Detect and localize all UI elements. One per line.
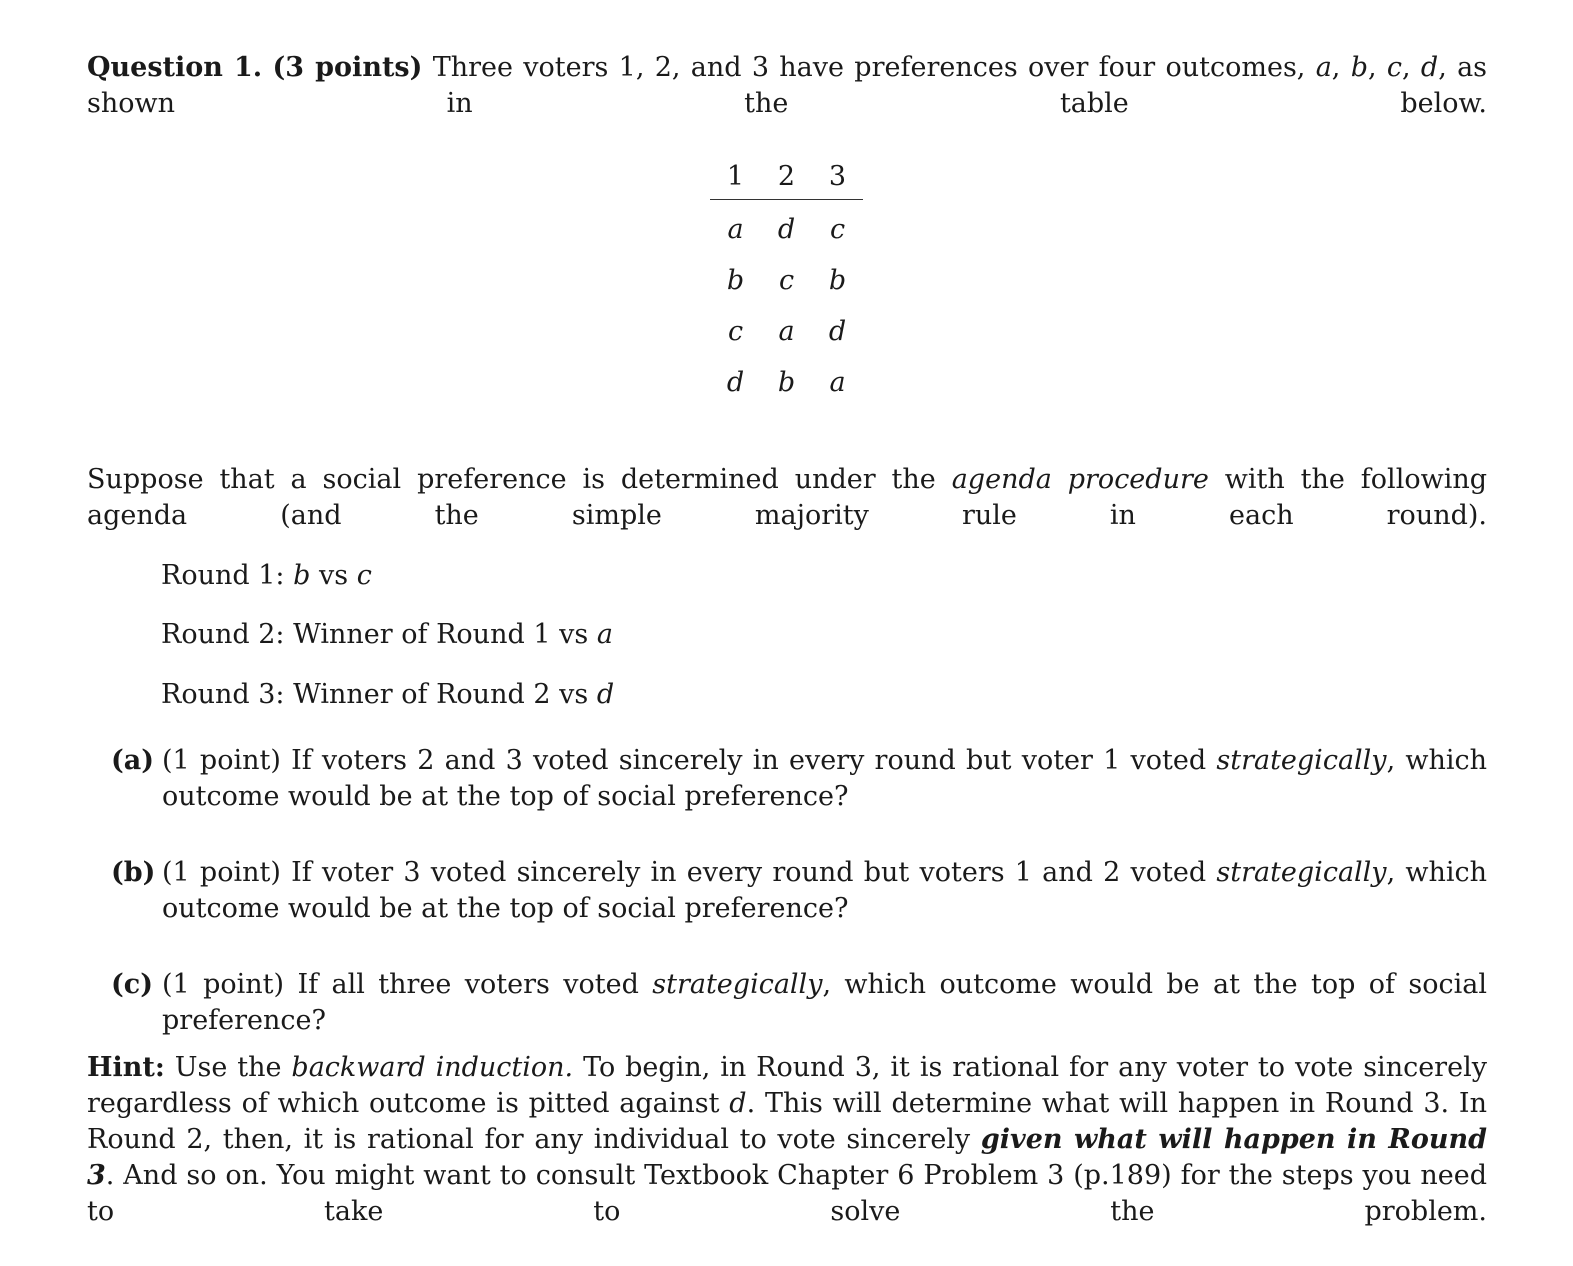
agenda-procedure-term: agenda procedure — [951, 464, 1209, 495]
round-left-option: Winner of Round 1 — [293, 619, 551, 650]
outcome-c: c — [1386, 52, 1402, 83]
part-a-text — [162, 743, 1487, 815]
part-emphasis: strategically — [1216, 745, 1387, 776]
outcome-a: a — [1315, 52, 1332, 83]
part-text-after: , which outcome would be at the top of social preference? — [162, 969, 1487, 1036]
preference-cell: a — [778, 315, 795, 347]
preference-cell: c — [829, 213, 846, 245]
preference-cell: b — [777, 366, 796, 398]
part-label: (c) — [111, 969, 153, 1000]
round-right-option: a — [596, 619, 613, 650]
outcome-b: b — [1350, 52, 1368, 83]
preference-table — [710, 155, 863, 408]
preference-cell: b — [828, 264, 847, 296]
preference-rank-row — [710, 255, 863, 306]
agenda-round-1 — [161, 558, 372, 594]
preference-rank-row — [710, 200, 863, 256]
round-vs: vs — [559, 679, 589, 710]
voter-header: 2 — [761, 155, 812, 200]
preference-cell: c — [727, 315, 744, 347]
hint-emphasis: backward induction. — [291, 1052, 574, 1083]
preference-cell: b — [726, 264, 745, 296]
question-intro-tail: as shown in the table below. — [87, 52, 1488, 119]
agenda-intro — [87, 462, 1487, 570]
preference-cell: a — [829, 366, 846, 398]
agenda-intro-after: with the following agenda (and the simple majority rule in each round). — [87, 464, 1487, 531]
hint-text: . And so on. You might want to consult Textbook Chapter 6 Problem 3 (p.189) for the steps you need to take to solve the problem. — [87, 1160, 1487, 1227]
preference-cell: d — [726, 366, 745, 398]
part-text-before: (1 point) If all three voters voted — [162, 969, 639, 1000]
voter-header: 1 — [710, 155, 761, 200]
hint-paragraph — [87, 1050, 1487, 1266]
outcome-d: d — [1420, 52, 1439, 83]
part-emphasis: strategically — [652, 969, 823, 1000]
round-left-option: Winner of Round 2 — [293, 679, 551, 710]
hint-text: . This will determine what will happen in Round 3. In Round 2, then, it is rational for any individual to vote sincerely — [87, 1088, 1487, 1155]
part-label: (a) — [111, 745, 155, 776]
question-intro: Question 1. (3 points) Three voters 1, 2, and 3 have preferences over four outcomes, a, b, c, d, as shown in the table below. — [87, 52, 1488, 119]
question-label: Question 1. — [87, 52, 263, 83]
hint-strong-emphasis: given what will happen in Round 3 — [87, 1124, 1488, 1191]
part-c-text — [162, 967, 1487, 1039]
preference-rank-row — [710, 306, 863, 357]
agenda-round-2 — [161, 617, 613, 653]
question-intro-text: Three voters 1, 2, and 3 have preferences over four outcomes, — [432, 52, 1306, 83]
round-label: Round 2: — [161, 619, 285, 650]
part-emphasis: strategically — [1216, 857, 1387, 888]
preference-cell: a — [727, 213, 744, 245]
round-label: Round 1: — [161, 560, 285, 591]
part-text-before: (1 point) If voters 2 and 3 voted sincerely in every round but voter 1 voted — [162, 745, 1207, 776]
preference-rank-row — [710, 357, 863, 408]
round-label: Round 3: — [161, 679, 285, 710]
hint-text: To begin, in Round 3, it is rational for any voter to vote sincerely regardless of which outcome is pitted against — [87, 1052, 1487, 1119]
part-b — [111, 855, 1487, 927]
hint-emphasis: d — [729, 1088, 747, 1119]
round-vs: vs — [559, 619, 589, 650]
round-vs: vs — [319, 560, 349, 591]
preference-cell: c — [778, 264, 795, 296]
agenda-round-3 — [161, 677, 614, 713]
agenda-intro-before: Suppose that a social preference is determined under the — [87, 464, 936, 495]
part-label: (b) — [111, 857, 156, 888]
part-c — [111, 967, 1487, 1039]
hint-label: Hint: — [87, 1052, 165, 1083]
preference-cell: d — [828, 315, 847, 347]
part-a — [111, 743, 1487, 815]
voter-header: 3 — [812, 155, 863, 200]
round-left-option: b — [293, 560, 311, 591]
hint-text: Use the — [174, 1052, 282, 1083]
part-text-before: (1 point) If voter 3 voted sincerely in every round but voters 1 and 2 voted — [162, 857, 1207, 888]
part-text-after: , which outcome would be at the top of social preference? — [162, 745, 1487, 812]
round-right-option: c — [356, 560, 372, 591]
question-points: (3 points) — [272, 52, 423, 83]
part-text-after: , which outcome would be at the top of social preference? — [162, 857, 1487, 924]
part-b-text — [162, 855, 1487, 927]
preference-cell: d — [777, 213, 796, 245]
document-page — [87, 50, 1488, 1227]
round-right-option: d — [596, 679, 615, 710]
preference-table-header — [710, 155, 863, 200]
